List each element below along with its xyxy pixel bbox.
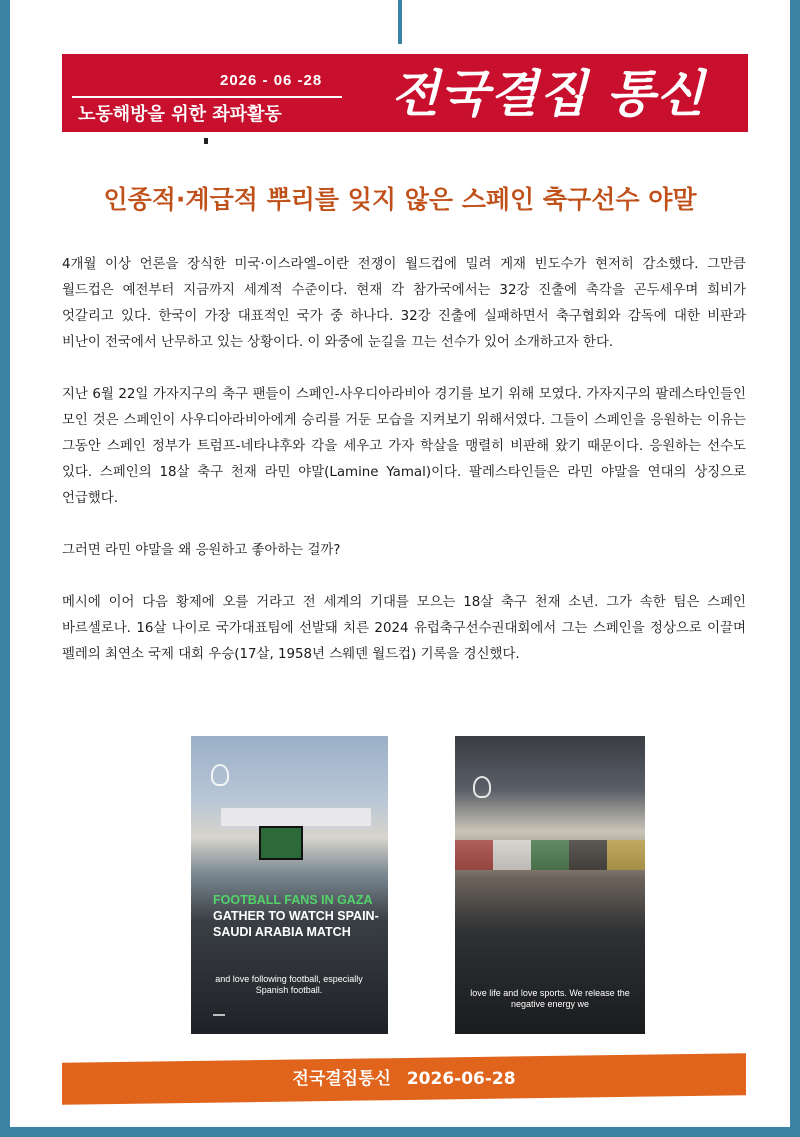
cafe-viewing-photo (455, 736, 645, 1034)
photo-caption: love life and love sports. We release the negative energy we (470, 988, 630, 1009)
photo-caption: and love following football, especially Spanish football. (215, 974, 363, 995)
publication-title: 전국결집 통신 (390, 65, 706, 123)
tv-screen (259, 826, 303, 860)
overlay-title-rest: GATHER TO WATCH SPAIN-SAUDI ARABIA MATCH (213, 909, 379, 939)
top-divider (398, 0, 402, 44)
issue-date: 2026 - 06 -28 (220, 72, 323, 89)
article-paragraph: 메시에 이어 다음 황제에 오를 거라고 전 세계의 기대를 모으는 18살 축구 천재 소년. 그가 속한 팀은 스페인 바르셀로나. 16살 나이로 국가대표팀에 선발돼 치른 2024 유럽축구선수권대회에서 그는 스페인을 정상으로 이끌며 펠레의 최연소 국제 대회 우승(17살, 1958년 스웨덴 월드컵) 기록을 경신했다. (62, 595, 746, 662)
news-logo-icon (211, 764, 229, 786)
video-progress-bar (213, 1014, 225, 1016)
article-paragraph: 지난 6월 22일 가자지구의 축구 팬들이 스페인-사우디아라비아 경기를 보기 위해 모였다. 가자지구의 팔레스타인들인 모인 것은 스페인이 사우디아라비아에게 승리를 거둔 모습을 지켜보기 위해서였다. 그들이 스페인을 응원하는 이유는 그동안 스페인 정부가 트럼프-네타냐후와 각을 세우고 가자 학살을 맹렬히 비판해 왔기 때문이다. 응원하는 선수도 있다. 스페인의 18살 축구 천재 라민 야말(Lamine Yamal)이다. 팔레스타인들은 라민 야말을 연대의 상징으로 언급했다. (62, 387, 746, 506)
masthead-mark (204, 138, 208, 144)
article-headline: 인종적·계급적 뿌리를 잊지 않은 스페인 축구선수 야말 (103, 185, 697, 214)
masthead-divider (72, 96, 342, 98)
article-body (62, 252, 746, 694)
photo-overlay-title (213, 892, 383, 940)
gaza-fans-photo (191, 736, 388, 1034)
flags-banner (455, 840, 645, 870)
overlay-title-accent: FOOTBALL FANS IN GAZA (213, 893, 373, 907)
article-paragraph: 그러면 라민 야말을 왜 응원하고 좋아하는 걸까? (62, 543, 341, 558)
news-logo-icon (473, 776, 491, 798)
article-paragraph: 4개월 이상 언론을 장식한 미국·이스라엘–이란 전쟁이 월드컵에 밀려 게재 빈도수가 현저히 감소했다. 그만큼 월드컵은 예전부터 지금까지 세계적 수준이다. 현재 각 참가국에서는 32강 진출에 촉각을 곤두세우며 희비가 엇갈리고 있다. 한국이 가장 대표적인 국가 중 하나다. 32강 진출에 실패하면서 축구협회와 감독에 대한 비판과 비난이 전국에서 난무하고 있는 상황이다. 이 와중에 눈길을 끄는 선수가 있어 소개하고자 한다. (62, 257, 746, 350)
footer-text: 전국결집통신 2026-06-28 (292, 1069, 516, 1089)
organization-name: 노동해방을 위한 좌파활동 (78, 104, 282, 125)
